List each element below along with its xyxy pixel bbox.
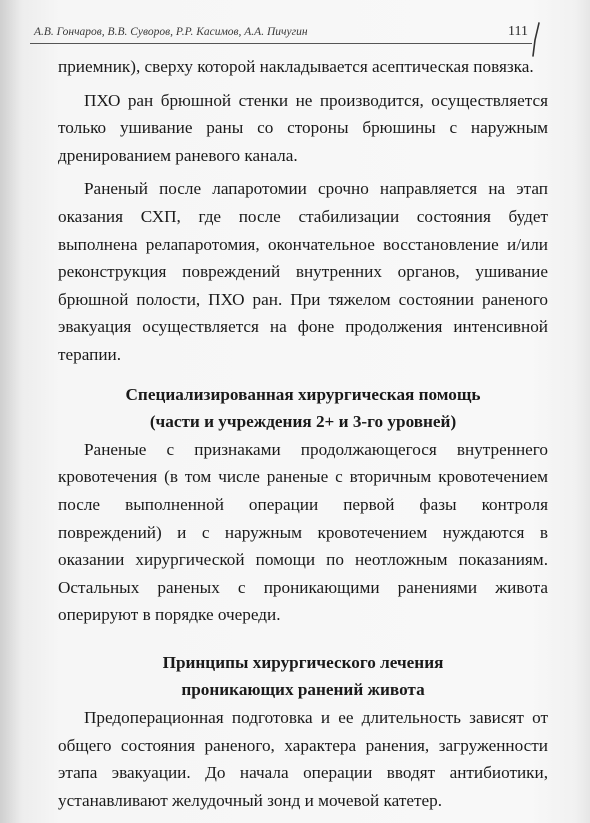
section-heading-surgical-principles	[58, 649, 548, 704]
page-body	[58, 53, 548, 814]
section-heading-line: (части и учреждения 2+ и 3-го уровней)	[149, 412, 457, 432]
page-number: 111	[508, 24, 528, 39]
paragraph-bleeding: Раненые с признаками продолжающегося внутреннего кровотечения (в том числе раненые с вторичным кровотечением после выполненной операции первой фазы контроля повреждений) и с наружным кровотечением нуждаются в оказании хирургической помощи по неотложным показаниям. Остальных раненых с проникающими ранениями живота оперируют в порядке очереди.	[58, 439, 548, 625]
paragraph-pho-wounds: ПХО ран брюшной стенки не производится, осуществляется только ушивание раны со стороны брюшины с наружным дренированием раневого канала.	[58, 90, 548, 165]
paragraph-continued: приемник), сверху которой накладывается асептическая повязка.	[58, 57, 534, 76]
section-heading-specialized-care	[58, 381, 548, 436]
section-heading-line: Специализированная хирургическая помощь	[125, 384, 481, 404]
running-head-authors: А.В. Гончаров, В.В. Суворов, Р.Р. Касимов, А.А. Пичугин	[34, 26, 308, 38]
header-rule	[30, 43, 532, 44]
paragraph-laparotomy: Раненый после лапаротомии срочно направляется на этап оказания СХП, где после стабилизации состояния будет выполнена релапаротомия, окончательное восстановление и/или реконструкция повреждений внутренних органов, ушивание брюшной полости, ПХО ран. При тяжелом состоянии раненого эвакуация осуществляется на фоне продолжения интенсивной терапии.	[58, 179, 548, 364]
section-heading-line: проникающих ранений живота	[181, 680, 425, 700]
paragraph-preoperative: Предоперационная подготовка и ее длительность зависят от общего состояния раненого, характера ранения, загруженности этапа эвакуации. До начала операции вводят антибиотики, устанавливают желудочный зонд и мочевой катетер.	[58, 708, 548, 810]
running-header	[30, 22, 550, 44]
section-heading-line: Принципы хирургического лечения	[162, 652, 444, 672]
